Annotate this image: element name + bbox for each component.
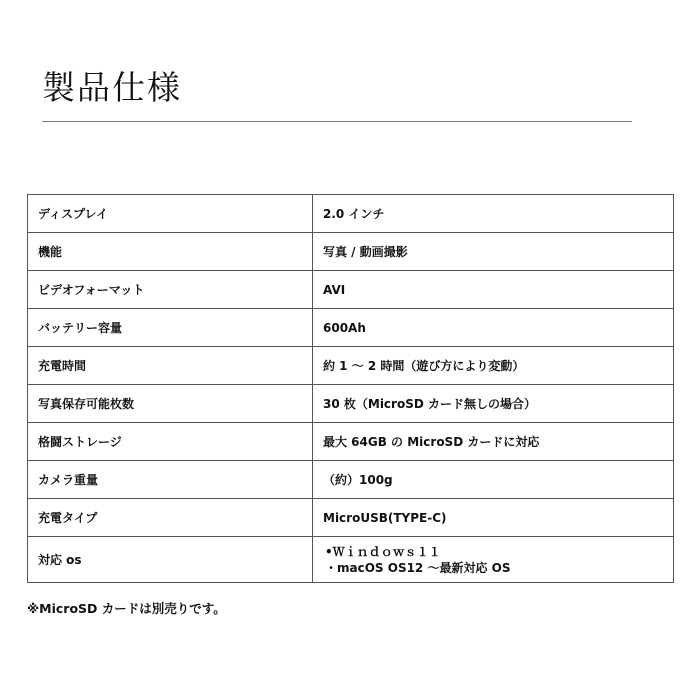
spec-value-multiline <box>313 537 674 583</box>
table-row <box>28 537 674 583</box>
spec-label: カメラ重量 <box>28 461 313 499</box>
spec-value: AVI <box>313 271 674 309</box>
spec-label: 写真保存可能枚数 <box>28 385 313 423</box>
os-support-line: •Ｗｉｎｄｏｗｓ１１ <box>325 544 441 559</box>
table-row <box>28 347 674 385</box>
spec-label: バッテリー容量 <box>28 309 313 347</box>
spec-value: 600Ah <box>313 309 674 347</box>
table-row <box>28 499 674 537</box>
os-support-line: ・macOS OS12 ～最新対応 OS <box>325 560 511 575</box>
spec-table <box>27 194 674 583</box>
page-title: 製品仕様 <box>42 68 182 107</box>
spec-value: 約 1 ～ 2 時間（遊び方により変動） <box>313 347 674 385</box>
title-divider <box>42 121 632 122</box>
spec-value: （約）100g <box>313 461 674 499</box>
table-row <box>28 423 674 461</box>
footnote: ※MicroSD カードは別売りです。 <box>27 601 226 616</box>
spec-value: MicroUSB(TYPE-C) <box>313 499 674 537</box>
spec-value: 写真 / 動画撮影 <box>313 233 674 271</box>
table-row <box>28 461 674 499</box>
spec-label: 格闘ストレージ <box>28 423 313 461</box>
table-row <box>28 271 674 309</box>
spec-label: ビデオフォーマット <box>28 271 313 309</box>
spec-label: 充電タイプ <box>28 499 313 537</box>
table-row <box>28 385 674 423</box>
spec-label: 対応 os <box>28 537 313 583</box>
spec-label: 機能 <box>28 233 313 271</box>
spec-value: 30 枚（MicroSD カード無しの場合） <box>313 385 674 423</box>
table-row <box>28 233 674 271</box>
spec-value: 2.0 インチ <box>313 195 674 233</box>
spec-value: 最大 64GB の MicroSD カードに対応 <box>313 423 674 461</box>
spec-label: ディスプレイ <box>28 195 313 233</box>
table-row <box>28 195 674 233</box>
spec-label: 充電時間 <box>28 347 313 385</box>
table-row <box>28 309 674 347</box>
